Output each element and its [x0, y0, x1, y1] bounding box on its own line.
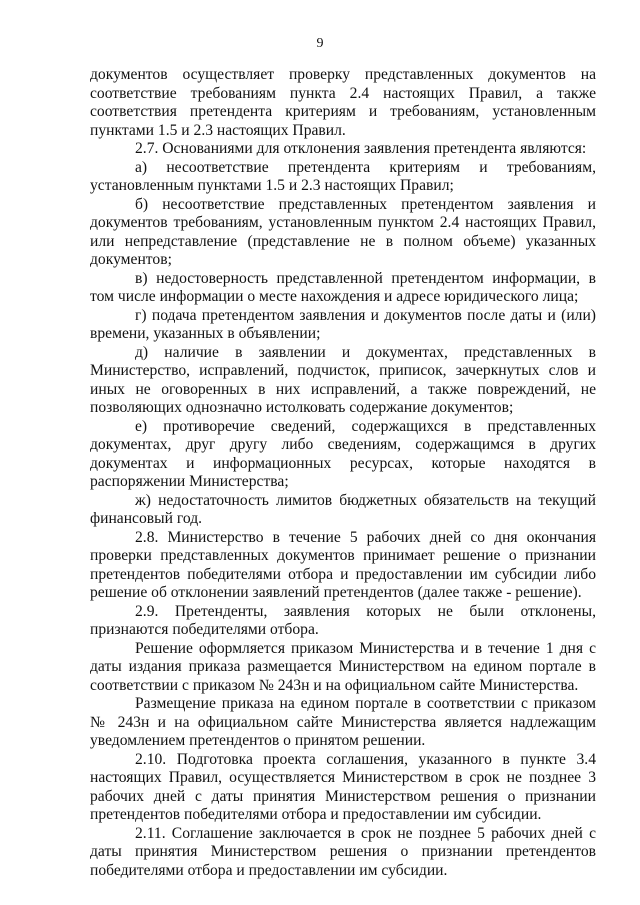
paragraph-continuation: документов осуществляет проверку представленных документов на соответствие требованиям пункта 2.4 настоящих Правил, а также соответствия претендента критериям и требованиям, установленным пунктами 1.5 и 2.3 настоящих Правил. — [90, 66, 596, 139]
list-item-g: г) подача претендентом заявления и документов после даты и (или) времени, указанных в объявлении; — [90, 306, 596, 342]
paragraph-publication: Размещение приказа на едином портале в соответствии с приказом № 243н и на официальном сайте Министерства является надлежащим уведомлением претендентов о принятом решении. — [90, 695, 596, 749]
list-item-d: д) наличие в заявлении и документах, представленных в Министерство, исправлений, подчисток, приписок, зачеркнутых слов и иных не оговоренных в них исправлений, а также повреждений, не позволяющих однозначно истолковать содержание документов; — [90, 343, 596, 416]
paragraph-2-9: 2.9. Претенденты, заявления которых не были отклонены, признаются победителями отбора. — [90, 602, 596, 638]
list-item-zh: ж) недостаточность лимитов бюджетных обязательств на текущий финансовый год. — [90, 491, 596, 527]
list-item-v: в) недостоверность представленной претендентом информации, в том числе информации о месте нахождения и адресе юридического лица; — [90, 269, 596, 305]
paragraph-2-7: 2.7. Основаниями для отклонения заявления претендента являются: — [135, 140, 587, 157]
document-body — [90, 66, 596, 880]
list-item-b: б) несоответствие представленных претендентом заявления и документов требованиям, установленным пунктом 2.4 настоящих Правил, или непредставление (представление не в полном объеме) указанных документов; — [90, 195, 596, 268]
paragraph-2-10: 2.10. Подготовка проекта соглашения, указанного в пункте 3.4 настоящих Правил, осуществляется Министерством в срок не позднее 3 рабочих дней с даты принятия Министерством решения о признании претендентов победителями отбора и предоставлении им субсидии. — [90, 750, 596, 823]
paragraph-2-11: 2.11. Соглашение заключается в срок не позднее 5 рабочих дней с даты принятия Министерством решения о признании претендентов победителями отбора и предоставлении им субсидии. — [90, 824, 596, 879]
list-item-a: а) несоответствие претендента критериям и требованиям, установленным пунктами 1.5 и 2.3 настоящих Правил; — [90, 158, 596, 194]
page-number: 9 — [316, 36, 324, 51]
paragraph-2-8: 2.8. Министерство в течение 5 рабочих дней со дня окончания проверки представленных документов принимает решение о признании претендентов победителями отбора и предоставлении им субсидии либо решение об отклонении заявлений претендентов (далее также - решение). — [90, 528, 596, 601]
list-item-e: е) противоречие сведений, содержащихся в представленных документах, друг другу либо сведениям, содержащимся в других документах и информационных ресурсах, которые находятся в распоряжении Министерства; — [90, 417, 596, 490]
paragraph-decision: Решение оформляется приказом Министерства и в течение 1 дня с даты издания приказа размещается Министерством на едином портале в соответствии с приказом № 243н и на официальном сайте Министерства. — [90, 639, 596, 694]
